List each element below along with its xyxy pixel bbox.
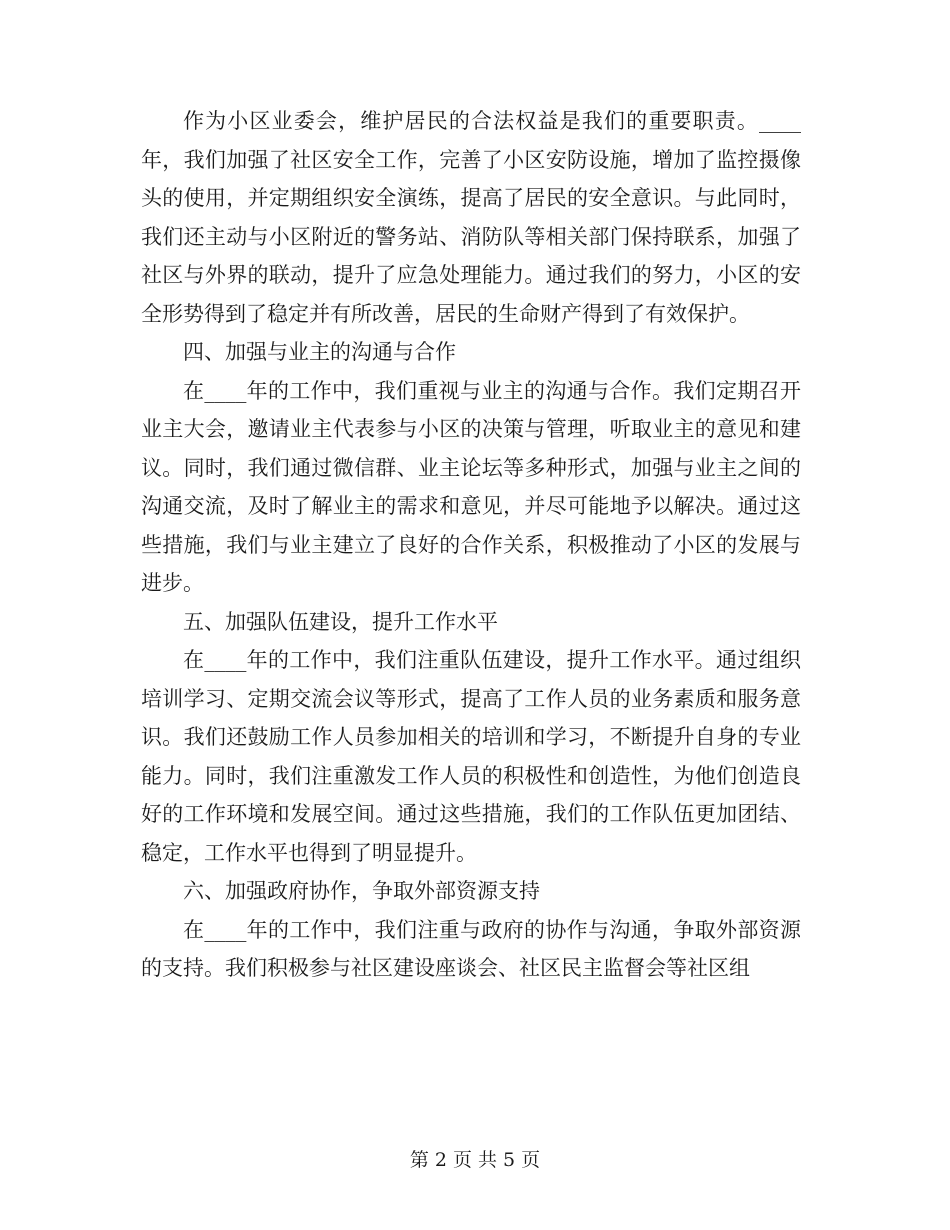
section-heading-5: 五、加强队伍建设，提升工作水平 <box>183 609 498 634</box>
section-heading-6: 六、加强政府协作，争取外部资源支持 <box>183 879 540 903</box>
paragraph-security: 作为小区业委会，维护居民的合法权益是我们的重要职责。____年，我们加强了社区安全工作，完善了小区安防设施，增加了监控摄像头的使用，并定期组织安全演练，提高了居民的安全意识。与此同时，我们还主动与小区附近的警务站、消防队等相关部门保持联系，加强了社区与外界的联动，提升了应急处理能力。通过我们的努力，小区的安全形势得到了稳定并有所改善，居民的生命财产得到了有效保护。 <box>141 109 801 326</box>
section-heading-4: 四、加强与业主的沟通与合作 <box>183 340 456 364</box>
paragraph-government-cooperation: 在____年的工作中，我们注重与政府的协作与沟通，争取外部资源的支持。我们积极参与社区建设座谈会、社区民主监督会等社区组 <box>141 917 801 980</box>
page-number-footer: 第 2 页 共 5 页 <box>409 1149 541 1171</box>
paragraph-team-building: 在____年的工作中，我们注重队伍建设，提升工作水平。通过组织培训学习、定期交流会议等形式，提高了工作人员的业务素质和服务意识。我们还鼓励工作人员参加相关的培训和学习，不断提升自身的专业能力。同时，我们注重激发工作人员的积极性和创造性，为他们创造良好的工作环境和发展空间。通过这些措施，我们的工作队伍更加团结、稳定，工作水平也得到了明显提升。 <box>141 648 801 865</box>
paragraph-owner-communication: 在____年的工作中，我们重视与业主的沟通与合作。我们定期召开业主大会，邀请业主代表参与小区的决策与管理，听取业主的意见和建议。同时，我们通过微信群、业主论坛等多种形式，加强与业主之间的沟通交流，及时了解业主的需求和意见，并尽可能地予以解决。通过这些措施，我们与业主建立了良好的合作关系，积极推动了小区的发展与进步。 <box>141 378 801 595</box>
document-body <box>141 102 801 988</box>
